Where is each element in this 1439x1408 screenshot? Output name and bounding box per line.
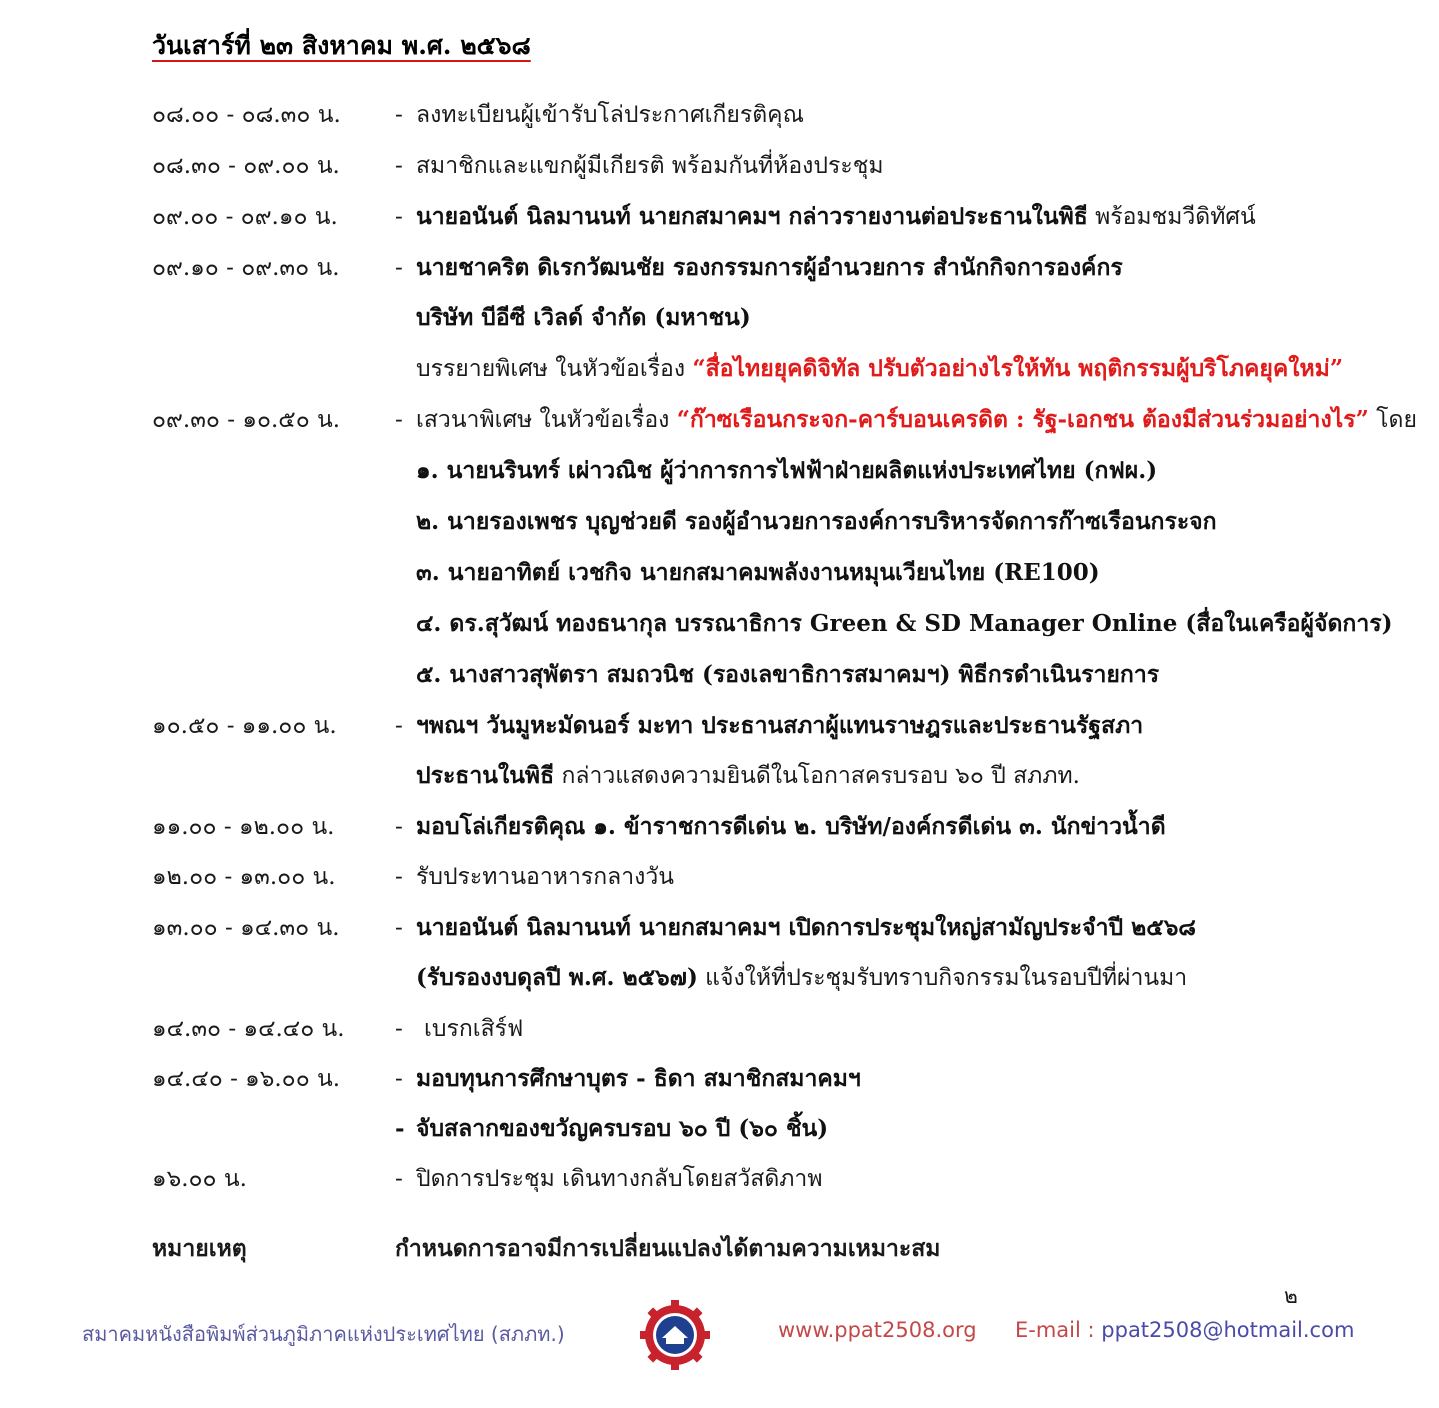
agenda-text: มอบโล่เกียรติคุณ ๑. ข้าราชการดีเด่น ๒. บริษัท/องค์กรดีเด่น ๓. นักข่าวน้ำดี <box>416 813 1166 840</box>
agenda-detail: พร้อมชมวีดิทัศน์ <box>1087 204 1256 230</box>
footer-website[interactable]: www.ppat2508.org <box>778 1318 977 1342</box>
speaker-name: นายชาคริต ดิเรกวัฒนชัย รองกรรมการผู้อำนวยการ สำนักกิจการองค์กร <box>416 254 1123 281</box>
schedule-row-continued <box>0 1106 1439 1152</box>
time-slot: ๑๓.๐๐ - ๑๔.๓๐ น. <box>152 915 340 941</box>
bullet-dash: - <box>395 255 403 281</box>
schedule-row <box>0 245 1439 291</box>
bullet-dash: - <box>395 1066 403 1092</box>
panelist-row <box>0 550 1439 596</box>
schedule-row <box>0 194 1439 240</box>
bullet-dash: - <box>395 102 403 128</box>
schedule-row <box>0 905 1439 951</box>
bullet-dash: - <box>395 915 403 941</box>
bullet-dash: - <box>395 153 403 179</box>
bullet-dash: - <box>395 864 403 890</box>
schedule-row <box>0 1056 1439 1102</box>
speaker-affiliation: บริษัท บีอีซี เวิลด์ จำกัด (มหาชน) <box>416 304 751 331</box>
schedule-row-continued <box>0 753 1439 799</box>
agenda-text: ปิดการประชุม เดินทางกลับโดยสวัสดิภาพ <box>416 1166 823 1192</box>
agenda-detail: กล่าวแสดงความยินดีในโอกาสครบรอบ ๖๐ ปี สภภท. <box>554 763 1080 789</box>
agenda-text: รับประทานอาหารกลางวัน <box>416 864 675 890</box>
agenda-text <box>416 194 1256 240</box>
panelist-row <box>0 499 1439 545</box>
schedule-row-continued <box>0 295 1439 341</box>
role-label: ประธานในพิธี <box>416 762 555 789</box>
panelist: ๔. ดร.สุวัฒน์ ทองธนากุล บรรณาธิการ Green & SD Manager Online (สื่อในเครือผู้จัดการ) <box>416 610 1393 637</box>
agenda-text: มอบทุนการศึกษาบุตร - ธิดา สมาชิกสมาคมฯ <box>416 1065 861 1092</box>
schedule-row <box>0 703 1439 749</box>
schedule-row-continued <box>0 346 1439 392</box>
agenda-text: จับสลากของขวัญครบรอบ ๖๐ ปี (๖๐ ชิ้น) <box>416 1115 829 1142</box>
panelist-row <box>0 448 1439 494</box>
bullet-dash: - <box>395 814 403 840</box>
speaker-name: นายอนันต์ นิลมานนท์ นายกสมาคมฯ กล่าวรายงานต่อประธานในพิธี <box>416 203 1088 230</box>
time-slot: ๐๙.๓๐ - ๑๐.๕๐ น. <box>152 407 341 433</box>
schedule-row <box>0 1006 1439 1052</box>
schedule-row <box>0 92 1439 138</box>
agenda-detail: แจ้งให้ที่ประชุมรับทราบกิจกรรมในรอบปีที่ผ่านมา <box>697 965 1188 991</box>
schedule-row <box>0 804 1439 850</box>
time-slot: ๑๑.๐๐ - ๑๒.๐๐ น. <box>152 814 335 840</box>
moderator: ๕. นางสาวสุพัตรา สมถวนิช (รองเลขาธิการสมาคมฯ) พิธีกรดำเนินรายการ <box>416 661 1160 688</box>
panelist: ๒. นายรองเพชร บุญช่วยดี รองผู้อำนวยการองค์การบริหารจัดการก๊าซเรือนกระจก <box>416 508 1217 535</box>
panelist: ๓. นายอาทิตย์ เวชกิจ นายกสมาคมพลังงานหมุนเวียนไทย (RE100) <box>416 559 1100 586</box>
time-slot: ๑๔.๓๐ - ๑๔.๔๐ น. <box>152 1016 345 1042</box>
footer-email <box>1015 1318 1354 1342</box>
schedule-row-continued <box>0 955 1439 1001</box>
bullet-dash: - <box>395 1166 403 1192</box>
note-label: หมายเหตุ <box>152 1235 247 1262</box>
footer-organization: สมาคมหนังสือพิมพ์ส่วนภูมิภาคแห่งประเทศไทย (สภภท.) <box>82 1322 565 1346</box>
date-heading: วันเสาร์ที่ ๒๓ สิงหาคม พ.ศ. ๒๕๖๘ <box>152 31 531 60</box>
bullet-dash: - <box>395 407 403 433</box>
bullet-dash: - <box>395 1016 403 1042</box>
panelist-row <box>0 652 1439 698</box>
note-row <box>0 1226 1439 1272</box>
email-address[interactable]: ppat2508@hotmail.com <box>1101 1318 1355 1342</box>
panelist-row <box>0 601 1439 647</box>
agenda-text: ลงทะเบียนผู้เข้ารับโล่ประกาศเกียรติคุณ <box>416 102 804 128</box>
agenda-text: เบรกเสิร์ฟ <box>424 1016 524 1042</box>
agenda-text <box>416 397 1417 443</box>
panelist: ๑. นายนรินทร์ เผ่าวณิช ผู้ว่าการการไฟฟ้าฝ่ายผลิตแห่งประเทศไทย (กฟผ.) <box>416 457 1158 484</box>
panel-topic: “ก๊าซเรือนกระจก-คาร์บอนเครดิต : รัฐ-เอกชน ต้องมีส่วนร่วมอย่างไร” <box>676 406 1369 433</box>
agenda-text <box>416 346 1343 392</box>
agenda-highlight: (รับรองงบดุลปี พ.ศ. ๒๕๖๗) <box>416 964 698 991</box>
email-label: E-mail : <box>1015 1318 1102 1342</box>
bullet-dash: - <box>395 713 403 739</box>
note-text: กำหนดการอาจมีการเปลี่ยนแปลงได้ตามความเหมาะสม <box>395 1235 941 1262</box>
panel-suffix: โดย <box>1368 407 1417 433</box>
lecture-prefix: บรรยายพิเศษ ในหัวข้อเรื่อง <box>416 356 693 382</box>
time-slot: ๑๖.๐๐ น. <box>152 1166 247 1192</box>
bullet-dash: - <box>395 204 403 230</box>
schedule-row <box>0 854 1439 900</box>
time-slot: ๑๔.๔๐ - ๑๖.๐๐ น. <box>152 1066 341 1092</box>
time-slot: ๑๒.๐๐ - ๑๓.๐๐ น. <box>152 864 336 890</box>
page-number: ๒ <box>1284 1284 1298 1308</box>
agenda-text: นายอนันต์ นิลมานนท์ นายกสมาคมฯ เปิดการประชุมใหญ่สามัญประจำปี ๒๕๖๘ <box>416 914 1197 941</box>
lecture-topic: “สื่อไทยยุคดิจิทัล ปรับตัวอย่างไรให้ทัน พฤติกรรมผู้บริโภคยุคใหม่” <box>692 355 1344 382</box>
time-slot: ๐๙.๐๐ - ๐๙.๑๐ น. <box>152 204 338 230</box>
schedule-row <box>0 1156 1439 1202</box>
agenda-text: สมาชิกและแขกผู้มีเกียรติ พร้อมกันที่ห้องประชุม <box>416 153 884 179</box>
panel-prefix: เสวนาพิเศษ ในหัวข้อเรื่อง <box>416 407 677 433</box>
agenda-text <box>416 955 1187 1001</box>
time-slot: ๐๘.๐๐ - ๐๘.๓๐ น. <box>152 102 341 128</box>
agenda-text <box>416 753 1080 799</box>
speaker-name: ฯพณฯ วันมูหะมัดนอร์ มะทา ประธานสภาผู้แทนราษฎรและประธานรัฐสภา <box>416 712 1144 739</box>
time-slot: ๐๙.๑๐ - ๐๙.๓๐ น. <box>152 255 340 281</box>
bullet-dash: - <box>395 1115 405 1142</box>
time-slot: ๑๐.๕๐ - ๑๑.๐๐ น. <box>152 713 337 739</box>
schedule-row <box>0 397 1439 443</box>
association-seal-icon <box>638 1298 712 1372</box>
schedule-row <box>0 143 1439 189</box>
time-slot: ๐๘.๓๐ - ๐๙.๐๐ น. <box>152 153 340 179</box>
